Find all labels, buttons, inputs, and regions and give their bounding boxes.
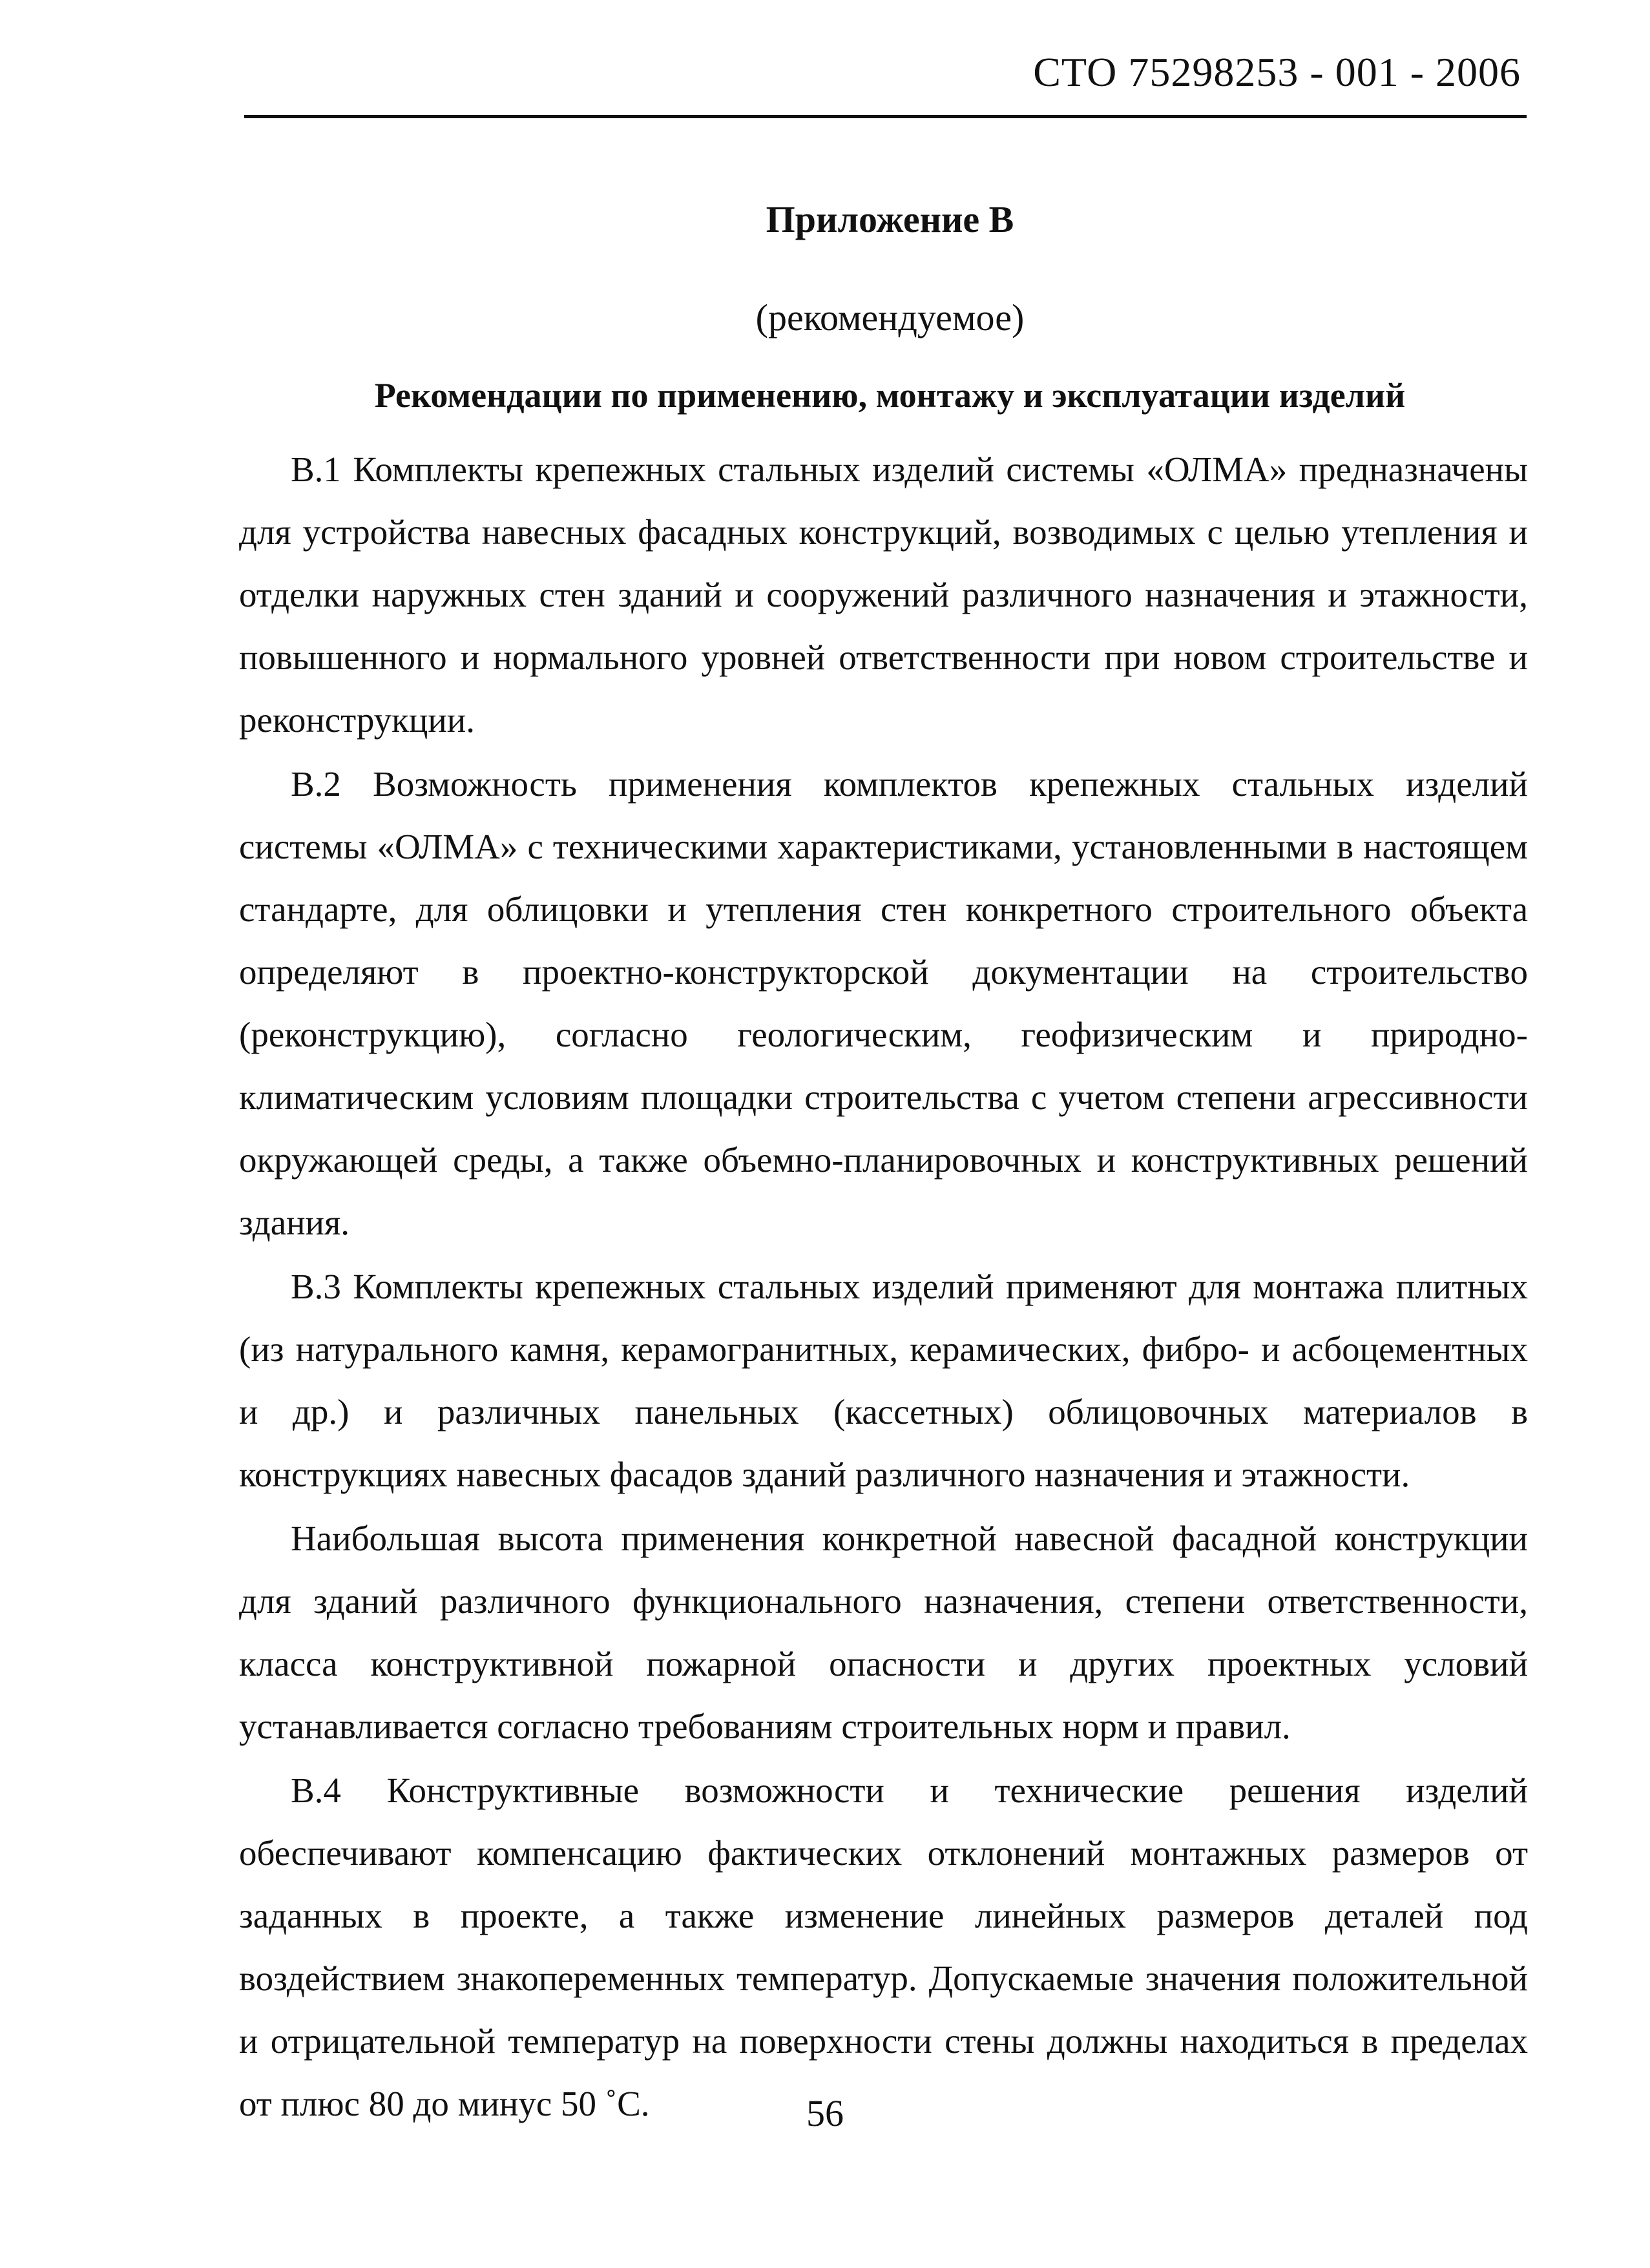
paragraph-b3-height: Наибольшая высота применения конкретной навесной фасадной конструкции для зданий различного функционального назначения, степени ответственности, класса конструктивной пожарной опасности и других проектных условий устанавливается согласно требованиям строительных норм и правил. <box>239 1519 1528 1746</box>
appendix-title: Приложение В <box>766 198 1014 240</box>
page-number: 56 <box>806 2092 844 2134</box>
section-title: Рекомендации по применению, монтажу и эксплуатации изделий <box>374 376 1406 415</box>
document-code: СТО 75298253 - 001 - 2006 <box>1033 49 1521 95</box>
header-rule <box>244 115 1527 118</box>
paragraph-b1: В.1 Комплекты крепежных стальных изделий системы «ОЛМА» предназначены для устройства навесных фасадных конструкций, возводимых с целью утепления и отделки наружных стен зданий и сооружений различного назначения и этажности, повышенного и нормального уровней ответственности при новом строительстве и реконструкции. <box>239 450 1528 740</box>
paragraph-b4: В.4 Конструктивные возможности и технические решения изделий обеспечивают компенсацию фактических отклонений монтажных размеров от заданных в проекте, а также изменение линейных размеров деталей под воздействием знакопеременных температур. Допускаемые значения положительной и отрицательной температур на поверхности стены должны находиться в пределах от плюс 80 до минус 50 ˚С. <box>239 1771 1528 2123</box>
paragraph-b3: В.3 Комплекты крепежных стальных изделий применяют для монтажа плитных (из натурального камня, керамогранитных, керамических, фибро- и асбоцементных и др.) и различных панельных (кассетных) облицовочных материалов в конструкциях навесных фасадов зданий различного назначения и этажности. <box>239 1267 1528 1494</box>
appendix-kind: (рекомендуемое) <box>755 297 1025 338</box>
page-content <box>239 194 1528 2135</box>
paragraph-b2: В.2 Возможность применения комплектов крепежных стальных изделий системы «ОЛМА» с техническими характеристиками, установленными в настоящем стандарте, для облицовки и утепления стен конкретного строительного объекта определяют в проектно-конструкторской документации на строительство (реконструкцию), согласно геологическим, геофизическим и природно-климатическим условиям площадки строительства с учетом степени агрессивности окружающей среды, а также объемно-планировочных и конструктивных решений здания. <box>239 764 1528 1242</box>
